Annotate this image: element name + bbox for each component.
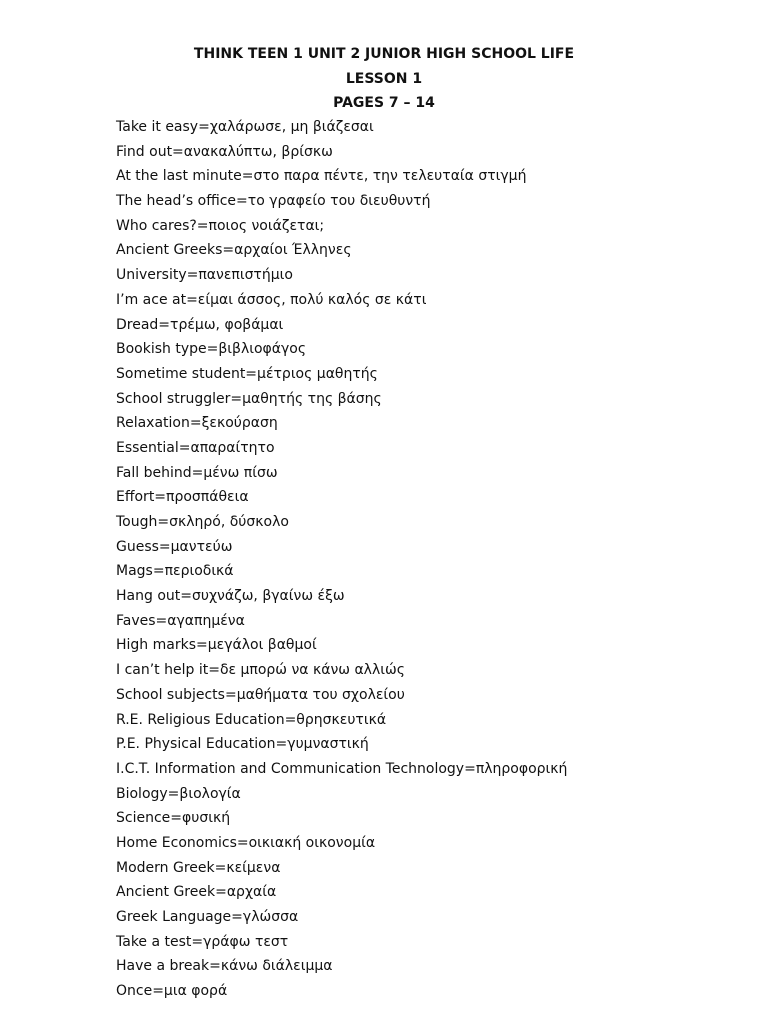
vocabulary-entry: I can’t help it=δε μπορώ να κάνω αλλιώς xyxy=(116,662,405,679)
vocabulary-entry: Who cares?=ποιος νοιάζεται; xyxy=(116,217,325,234)
vocabulary-entry: Fall behind=μένω πίσω xyxy=(116,464,278,481)
vocabulary-entry: Ancient Greek=αρχαία xyxy=(116,884,277,901)
vocabulary-entry: I’m ace at=είμαι άσσος, πολύ καλός σε κάτι xyxy=(116,291,427,308)
vocabulary-entry: Biology=βιολογία xyxy=(116,785,241,802)
lesson-heading: LESSON 1 xyxy=(345,71,423,87)
vocabulary-list xyxy=(116,117,567,1006)
vocabulary-entry: Essential=απαραίτητο xyxy=(116,439,275,456)
vocabulary-entry: Tough=σκληρό, δύσκολο xyxy=(116,514,289,530)
vocabulary-entry: School subjects=μαθήματα του σχολείου xyxy=(116,686,405,703)
vocabulary-entry: Ancient Greeks=αρχαίοι Έλληνες xyxy=(116,242,352,259)
vocabulary-entry: Find out=ανακαλύπτω, βρίσκω xyxy=(116,143,333,160)
vocabulary-entry: Effort=προσπάθεια xyxy=(116,489,249,506)
vocabulary-entry: Relaxation=ξεκούραση xyxy=(116,415,278,432)
vocabulary-entry: School struggler=μαθητής της βάσης xyxy=(116,390,382,407)
vocabulary-entry: University=πανεπιστήμιο xyxy=(116,267,293,284)
vocabulary-entry: Bookish type=βιβλιοφάγος xyxy=(116,341,307,358)
document-title: THINK TEEN 1 UNIT 2 JUNIOR HIGH SCHOOL LIFE xyxy=(193,46,575,62)
pages-heading: PAGES 7 – 14 xyxy=(333,95,435,111)
vocabulary-entry: Faves=αγαπημένα xyxy=(116,612,245,629)
vocabulary-entry: Hang out=συχνάζω, βγαίνω έξω xyxy=(116,588,345,605)
vocabulary-entry: Take it easy=χαλάρωσε, μη βιάζεσαι xyxy=(116,119,374,135)
vocabulary-entry: The head’s office=το γραφείο του διευθυντή xyxy=(116,193,431,210)
vocabulary-entry: P.E. Physical Education=γυμναστική xyxy=(116,736,369,753)
vocabulary-entry: R.E. Religious Education=θρησκευτικά xyxy=(116,711,387,728)
vocabulary-entry: Once=μια φορά xyxy=(116,983,228,1000)
vocabulary-entry: Sometime student=μέτριος μαθητής xyxy=(116,365,378,382)
vocabulary-entry: Dread=τρέμω, φοβάμαι xyxy=(116,316,284,333)
vocabulary-entry: I.C.T. Information and Communication Technology=πληροφορική xyxy=(116,760,568,777)
vocabulary-entry: At the last minute=στο παρα πέντε, την τελευταία στιγμή xyxy=(116,168,527,185)
vocabulary-entry: High marks=μεγάλοι βαθμοί xyxy=(116,637,317,654)
vocabulary-entry: Have a break=κάνω διάλειμμα xyxy=(116,958,333,975)
vocabulary-entry: Science=φυσική xyxy=(116,810,231,827)
vocabulary-entry: Take a test=γράφω τεστ xyxy=(116,933,289,950)
vocabulary-entry: Home Economics=οικιακή οικονομία xyxy=(116,834,376,851)
vocabulary-entry: Guess=μαντεύω xyxy=(116,538,233,555)
vocabulary-entry: Mags=περιοδικά xyxy=(116,563,234,580)
vocabulary-entry: Modern Greek=κείμενα xyxy=(116,859,281,876)
vocabulary-entry: Greek Language=γλώσσα xyxy=(116,909,299,925)
